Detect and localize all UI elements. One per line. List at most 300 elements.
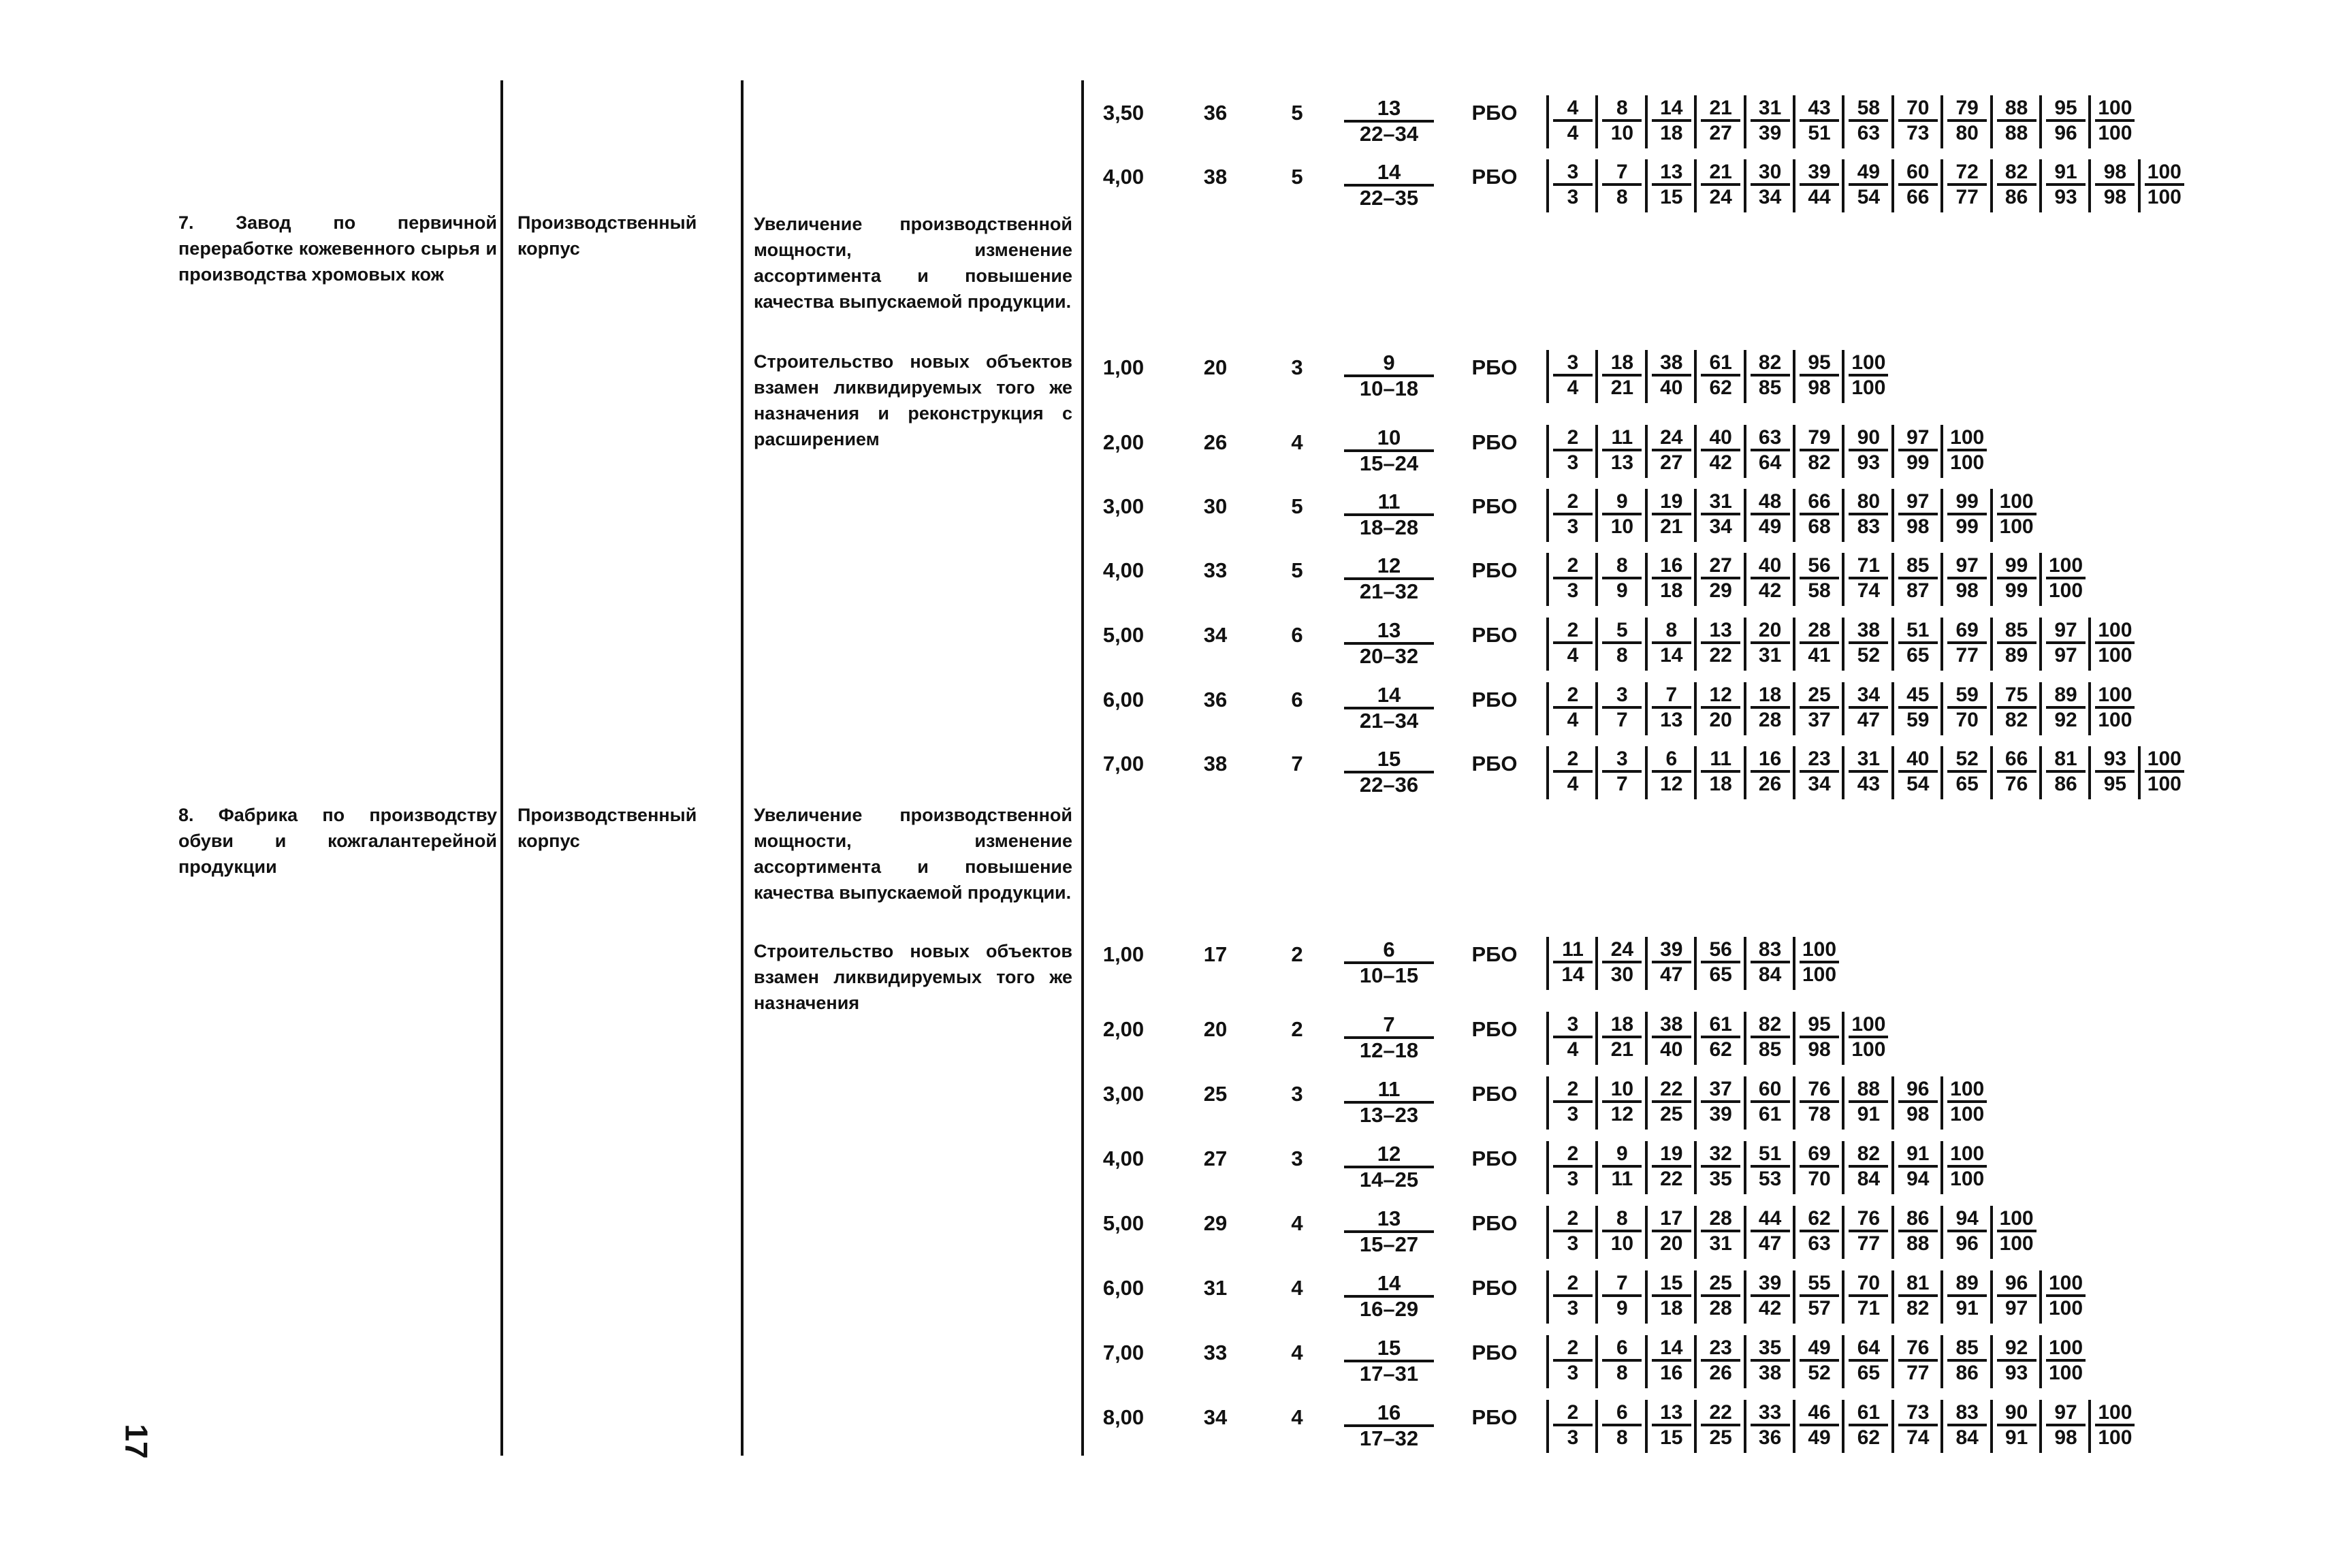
progress-denominator: 26: [1751, 770, 1790, 795]
progress-fraction: [1697, 619, 1744, 667]
capacity-cell: 4,00: [1102, 165, 1145, 189]
progress-numerator: 100: [1851, 351, 1886, 374]
progress-denominator: 10: [1602, 1230, 1642, 1255]
progress-denominator: 65: [1701, 961, 1740, 986]
progress-fraction: [2091, 619, 2139, 667]
progress-numerator: 14: [1660, 97, 1683, 119]
progress-numerator: 6: [1665, 748, 1678, 770]
organization-cell: РБО: [1471, 101, 1518, 125]
progress-numerator: 28: [1709, 1207, 1732, 1230]
progress-denominator: 38: [1751, 1359, 1790, 1384]
progress-fraction: [1844, 1207, 1892, 1255]
prep-period-cell: 4: [1291, 1405, 1303, 1429]
progress-numerator: 76: [1857, 1207, 1881, 1230]
progress-denominator: 3: [1553, 1294, 1593, 1319]
progress-fraction: [1894, 1337, 1942, 1384]
progress-fraction: [1549, 938, 1597, 986]
progress-denominator: 98: [2046, 1424, 2086, 1449]
progress-denominator: 83: [1849, 513, 1888, 538]
progress-fraction: [2091, 748, 2139, 795]
fraction-denominator: 15–27: [1344, 1230, 1434, 1256]
progress-numerator: 33: [1758, 1401, 1782, 1424]
progress-numerator: 99: [2004, 554, 2028, 577]
progress-denominator: 3: [1553, 183, 1593, 208]
progress-fraction: [2042, 161, 2090, 208]
duration-fraction: [1335, 938, 1443, 987]
capacity-cell: 2,00: [1102, 430, 1145, 454]
progress-fraction: [1844, 161, 1892, 208]
progress-numerator: 7: [1616, 161, 1628, 183]
prep-period-cell: 5: [1291, 558, 1303, 582]
progress-denominator: 100: [1997, 1230, 2036, 1255]
progress-numerator: 11: [1710, 748, 1732, 770]
progress-denominator: 15: [1652, 183, 1691, 208]
progress-denominator: 100: [1849, 374, 1888, 399]
prep-period-cell: 4: [1291, 1341, 1303, 1364]
item-8-building: Производственный корпус: [517, 805, 697, 851]
progress-fraction: [1549, 1337, 1597, 1384]
capacity-cell: 3,00: [1102, 1082, 1145, 1106]
progress-denominator: 14: [1652, 641, 1691, 667]
fraction-denominator: 21–32: [1344, 577, 1434, 603]
progress-fraction: [1648, 619, 1695, 667]
progress-denominator: 87: [1898, 577, 1938, 602]
fraction-denominator: 16–29: [1344, 1295, 1434, 1321]
table-row: [0, 1206, 2332, 1271]
progress-numerator: 2: [1567, 554, 1579, 577]
progress-fraction: [1894, 1272, 1942, 1319]
progress-denominator: 4: [1553, 770, 1593, 795]
duration-cell: 31: [1203, 1276, 1228, 1300]
progress-fraction: [1697, 161, 1744, 208]
progress-fraction: [1549, 97, 1597, 144]
progress-denominator: 31: [1751, 641, 1790, 667]
progress-fraction: [1746, 490, 1794, 538]
progress-fraction: [1549, 554, 1597, 602]
progress-fraction: [1894, 554, 1942, 602]
progress-fraction: [1697, 351, 1744, 399]
progress-fraction: [1795, 1078, 1843, 1125]
progress-fraction: [1746, 684, 1794, 731]
duration-fraction: [1335, 1078, 1443, 1127]
progress-fraction: [1648, 1078, 1695, 1125]
progress-numerator: 25: [1808, 684, 1831, 706]
progress-denominator: 31: [1701, 1230, 1740, 1255]
capacity-cell: 7,00: [1102, 752, 1145, 775]
item-8-work-type-2: Строительство новых объектов взамен ликвидируемых того же назначения: [754, 941, 1072, 1013]
duration-cell: 27: [1203, 1147, 1228, 1170]
progress-numerator: 88: [1857, 1078, 1881, 1100]
progress-numerator: 39: [1758, 1272, 1782, 1294]
progress-denominator: 63: [1849, 119, 1888, 144]
table-row: [0, 1336, 2332, 1401]
progress-fraction: [1993, 684, 2041, 731]
progress-denominator: 99: [1898, 449, 1938, 474]
progress-fraction: [1894, 619, 1942, 667]
progress-numerator: 100: [2048, 1337, 2083, 1359]
fraction-denominator: 10–18: [1344, 374, 1434, 400]
fraction-numerator: 12: [1377, 1142, 1401, 1166]
progress-denominator: 86: [1997, 183, 2036, 208]
progress-numerator: 13: [1660, 161, 1683, 183]
item-7-title: 7. Завод по первичной переработке кожевенного сырья и производства хромовых кож: [178, 212, 497, 285]
progress-denominator: 52: [1800, 1359, 1839, 1384]
progress-fraction: [1795, 684, 1843, 731]
progress-denominator: 8: [1602, 1359, 1642, 1384]
progress-numerator: 49: [1808, 1337, 1831, 1359]
capacity-cell: 5,00: [1102, 1211, 1145, 1235]
progress-numerator: 13: [1709, 619, 1732, 641]
progress-fraction: [1844, 1401, 1892, 1449]
progress-fraction: [1648, 1142, 1695, 1190]
progress-denominator: 47: [1751, 1230, 1790, 1255]
progress-numerator: 39: [1808, 161, 1831, 183]
progress-numerator: 51: [1758, 1142, 1782, 1165]
progress-fraction: [2042, 1272, 2090, 1319]
duration-fraction: [1335, 351, 1443, 400]
progress-fraction: [1598, 1078, 1646, 1125]
progress-fraction: [1844, 1142, 1892, 1190]
organization-cell: РБО: [1471, 688, 1518, 711]
progress-numerator: 2: [1567, 1142, 1579, 1165]
progress-fraction: [1648, 1013, 1695, 1061]
progress-numerator: 100: [2147, 161, 2182, 183]
progress-fraction: [1598, 748, 1646, 795]
progress-denominator: 94: [1898, 1165, 1938, 1190]
progress-denominator: 61: [1751, 1100, 1790, 1125]
progress-fraction: [1746, 1401, 1794, 1449]
progress-fraction: [1844, 1078, 1892, 1125]
progress-numerator: 95: [2054, 97, 2077, 119]
progress-numerator: 14: [1660, 1337, 1683, 1359]
duration-fraction: [1335, 1142, 1443, 1191]
fraction-denominator: 13–23: [1344, 1101, 1434, 1127]
progress-denominator: 98: [1947, 577, 1987, 602]
progress-denominator: 100: [1947, 1165, 1987, 1190]
progress-denominator: 20: [1652, 1230, 1691, 1255]
progress-denominator: 25: [1652, 1100, 1691, 1125]
progress-numerator: 5: [1616, 619, 1628, 641]
progress-fraction: [1844, 351, 1892, 399]
progress-numerator: 100: [2098, 97, 2133, 119]
duration-fraction: [1335, 1272, 1443, 1321]
progress-fraction: [1697, 1078, 1744, 1125]
progress-fraction: [1746, 554, 1794, 602]
progress-denominator: 3: [1553, 1424, 1593, 1449]
duration-fraction: [1335, 554, 1443, 603]
progress-numerator: 51: [1906, 619, 1930, 641]
progress-numerator: 44: [1758, 1207, 1782, 1230]
progress-numerator: 43: [1808, 97, 1831, 119]
progress-denominator: 82: [1898, 1294, 1938, 1319]
progress-numerator: 100: [2098, 619, 2133, 641]
organization-cell: РБО: [1471, 752, 1518, 775]
progress-numerator: 100: [2147, 748, 2182, 770]
progress-fraction: [1795, 1013, 1843, 1061]
table-row: [0, 618, 2332, 683]
progress-fraction: [1746, 1142, 1794, 1190]
progress-fraction: [1795, 554, 1843, 602]
progress-fraction: [1993, 97, 2041, 144]
progress-denominator: 35: [1701, 1165, 1740, 1190]
progress-numerator: 2: [1567, 748, 1579, 770]
progress-fraction: [1648, 938, 1695, 986]
progress-fraction: [1844, 684, 1892, 731]
progress-fraction: [1549, 684, 1597, 731]
progress-denominator: 100: [2145, 770, 2184, 795]
progress-fraction: [1697, 554, 1744, 602]
duration-cell: 17: [1203, 942, 1228, 966]
progress-fraction: [1795, 161, 1843, 208]
progress-denominator: 15: [1652, 1424, 1691, 1449]
progress-numerator: 18: [1610, 1013, 1634, 1036]
prep-period-cell: 5: [1291, 165, 1303, 189]
progress-numerator: 81: [2054, 748, 2077, 770]
progress-numerator: 66: [1808, 490, 1831, 513]
progress-denominator: 4: [1553, 374, 1593, 399]
fraction-numerator: 13: [1377, 618, 1401, 642]
progress-numerator: 86: [1906, 1207, 1930, 1230]
progress-numerator: 55: [1808, 1272, 1831, 1294]
progress-denominator: 93: [1997, 1359, 2036, 1384]
progress-denominator: 13: [1652, 706, 1691, 731]
progress-fraction: [1598, 97, 1646, 144]
duration-cell: 36: [1203, 101, 1228, 125]
item-8-work-type-1: Увеличение производственной мощности, изменение ассортимента и повышение качества выпускаемой продукции.: [754, 805, 1072, 903]
progress-fraction: [1943, 1337, 1991, 1384]
progress-denominator: 18: [1701, 770, 1740, 795]
progress-denominator: 53: [1751, 1165, 1790, 1190]
progress-fraction: [1894, 161, 1942, 208]
progress-denominator: 18: [1652, 119, 1691, 144]
progress-denominator: 26: [1701, 1359, 1740, 1384]
progress-fraction: [1746, 1207, 1794, 1255]
progress-numerator: 23: [1709, 1337, 1732, 1359]
progress-numerator: 100: [1950, 1142, 1985, 1165]
progress-denominator: 98: [2095, 183, 2135, 208]
progress-numerator: 32: [1709, 1142, 1732, 1165]
progress-fraction: [1598, 684, 1646, 731]
duration-fraction: [1335, 1401, 1443, 1450]
progress-denominator: 100: [1997, 513, 2036, 538]
progress-fraction: [1844, 426, 1892, 474]
progress-fraction: [1993, 1272, 2041, 1319]
fraction-numerator: 14: [1377, 160, 1401, 184]
progress-numerator: 61: [1709, 1013, 1732, 1036]
progress-denominator: 100: [2046, 577, 2086, 602]
progress-denominator: 29: [1701, 577, 1740, 602]
progress-numerator: 97: [1955, 554, 1979, 577]
progress-numerator: 97: [1906, 426, 1930, 449]
organization-cell: РБО: [1471, 1082, 1518, 1106]
progress-numerator: 2: [1567, 619, 1579, 641]
progress-fraction: [1943, 1401, 1991, 1449]
progress-fraction: [1943, 1142, 1991, 1190]
progress-denominator: 34: [1800, 770, 1839, 795]
fraction-numerator: 11: [1377, 490, 1401, 513]
progress-numerator: 81: [1906, 1272, 1930, 1294]
duration-fraction: [1335, 1337, 1443, 1386]
progress-fraction: [2091, 1401, 2139, 1449]
progress-numerator: 75: [2004, 684, 2028, 706]
progress-denominator: 63: [1800, 1230, 1839, 1255]
table-row: [0, 683, 2332, 748]
progress-numerator: 95: [1808, 351, 1831, 374]
capacity-cell: 3,50: [1102, 101, 1145, 125]
progress-fraction: [1746, 351, 1794, 399]
progress-numerator: 100: [1999, 1207, 2034, 1230]
progress-numerator: 12: [1709, 684, 1732, 706]
progress-numerator: 82: [1758, 1013, 1782, 1036]
progress-denominator: 12: [1652, 770, 1691, 795]
progress-numerator: 100: [1851, 1013, 1886, 1036]
duration-fraction: [1335, 748, 1443, 797]
progress-fraction: [1943, 748, 1991, 795]
progress-denominator: 70: [1947, 706, 1987, 731]
progress-fraction: [1697, 97, 1744, 144]
table-row: [0, 938, 2332, 1002]
duration-cell: 38: [1203, 752, 1228, 775]
progress-fraction: [2042, 748, 2090, 795]
progress-denominator: 74: [1898, 1424, 1938, 1449]
progress-fraction: [2091, 161, 2139, 208]
progress-fraction: [1549, 748, 1597, 795]
progress-denominator: 41: [1800, 641, 1839, 667]
progress-numerator: 38: [1660, 351, 1683, 374]
prep-period-cell: 3: [1291, 355, 1303, 379]
progress-denominator: 28: [1751, 706, 1790, 731]
table-row: [0, 1012, 2332, 1077]
progress-numerator: 2: [1567, 684, 1579, 706]
progress-denominator: 42: [1751, 1294, 1790, 1319]
progress-denominator: 30: [1602, 961, 1642, 986]
organization-cell: РБО: [1471, 558, 1518, 582]
progress-fraction: [1549, 1078, 1597, 1125]
progress-fraction: [2042, 684, 2090, 731]
progress-denominator: 44: [1800, 183, 1839, 208]
progress-denominator: 65: [1898, 641, 1938, 667]
progress-fraction: [1943, 1207, 1991, 1255]
progress-fraction: [1993, 490, 2041, 538]
fraction-denominator: 22–35: [1344, 184, 1434, 210]
table-row: [0, 1271, 2332, 1336]
progress-denominator: 68: [1800, 513, 1839, 538]
progress-denominator: 21: [1652, 513, 1691, 538]
progress-denominator: 91: [1849, 1100, 1888, 1125]
progress-fraction: [1844, 619, 1892, 667]
progress-numerator: 7: [1665, 684, 1678, 706]
duration-cell: 29: [1203, 1211, 1228, 1235]
progress-numerator: 71: [1857, 554, 1881, 577]
progress-denominator: 97: [2046, 641, 2086, 667]
progress-denominator: 100: [1849, 1036, 1888, 1061]
progress-numerator: 88: [2004, 97, 2028, 119]
progress-denominator: 40: [1652, 1036, 1691, 1061]
progress-fraction: [2042, 554, 2090, 602]
progress-numerator: 8: [1616, 97, 1628, 119]
progress-denominator: 100: [2145, 183, 2184, 208]
progress-denominator: 3: [1553, 449, 1593, 474]
progress-fraction: [2042, 97, 2090, 144]
fraction-denominator: 20–32: [1344, 642, 1434, 668]
progress-denominator: 11: [1602, 1165, 1642, 1190]
progress-numerator: 100: [2048, 554, 2083, 577]
progress-fraction: [2042, 1401, 2090, 1449]
duration-cell: 26: [1203, 430, 1228, 454]
duration-fraction: [1335, 161, 1443, 210]
progress-denominator: 100: [1800, 961, 1839, 986]
progress-denominator: 99: [1947, 513, 1987, 538]
capacity-cell: 4,00: [1102, 558, 1145, 582]
organization-cell: РБО: [1471, 494, 1518, 518]
progress-numerator: 3: [1567, 1013, 1579, 1036]
fraction-numerator: 16: [1377, 1401, 1401, 1424]
progress-denominator: 12: [1602, 1100, 1642, 1125]
progress-numerator: 79: [1955, 97, 1979, 119]
progress-fraction: [1795, 97, 1843, 144]
progress-numerator: 18: [1610, 351, 1634, 374]
table-row: [0, 554, 2332, 618]
progress-numerator: 76: [1906, 1337, 1930, 1359]
progress-denominator: 10: [1602, 513, 1642, 538]
progress-denominator: 80: [1947, 119, 1987, 144]
progress-fraction: [1894, 1401, 1942, 1449]
progress-denominator: 39: [1701, 1100, 1740, 1125]
progress-numerator: 100: [2098, 1401, 2133, 1424]
progress-denominator: 100: [1947, 449, 1987, 474]
progress-denominator: 86: [1947, 1359, 1987, 1384]
progress-numerator: 20: [1758, 619, 1782, 641]
progress-denominator: 100: [2095, 641, 2135, 667]
progress-denominator: 88: [1898, 1230, 1938, 1255]
progress-numerator: 64: [1857, 1337, 1881, 1359]
duration-cell: 25: [1203, 1082, 1228, 1106]
progress-fraction: [1746, 938, 1794, 986]
progress-numerator: 24: [1660, 426, 1683, 449]
progress-numerator: 76: [1808, 1078, 1831, 1100]
progress-fraction: [2091, 97, 2139, 144]
progress-denominator: 9: [1602, 1294, 1642, 1319]
progress-fraction: [2042, 619, 2090, 667]
progress-fraction: [1943, 161, 1991, 208]
organization-cell: РБО: [1471, 1405, 1518, 1429]
item-7-building: Производственный корпус: [517, 212, 697, 259]
progress-numerator: 38: [1660, 1013, 1683, 1036]
duration-cell: 33: [1203, 558, 1228, 582]
capacity-cell: 5,00: [1102, 623, 1145, 647]
progress-fraction: [1598, 554, 1646, 602]
progress-fraction: [1648, 554, 1695, 602]
progress-fraction: [1943, 619, 1991, 667]
progress-numerator: 21: [1709, 161, 1732, 183]
progress-denominator: 18: [1652, 577, 1691, 602]
progress-numerator: 34: [1857, 684, 1881, 706]
progress-numerator: 99: [1955, 490, 1979, 513]
progress-numerator: 82: [1857, 1142, 1881, 1165]
progress-fraction: [1648, 1401, 1695, 1449]
progress-fraction: [2141, 161, 2188, 208]
progress-denominator: 96: [1947, 1230, 1987, 1255]
progress-denominator: 42: [1751, 577, 1790, 602]
progress-fraction: [1844, 1337, 1892, 1384]
progress-numerator: 49: [1857, 161, 1881, 183]
progress-denominator: 25: [1701, 1424, 1740, 1449]
progress-fraction: [1697, 1013, 1744, 1061]
fraction-denominator: 22–34: [1344, 120, 1434, 146]
progress-fraction: [1549, 1142, 1597, 1190]
progress-denominator: 39: [1751, 119, 1790, 144]
progress-numerator: 6: [1616, 1337, 1628, 1359]
